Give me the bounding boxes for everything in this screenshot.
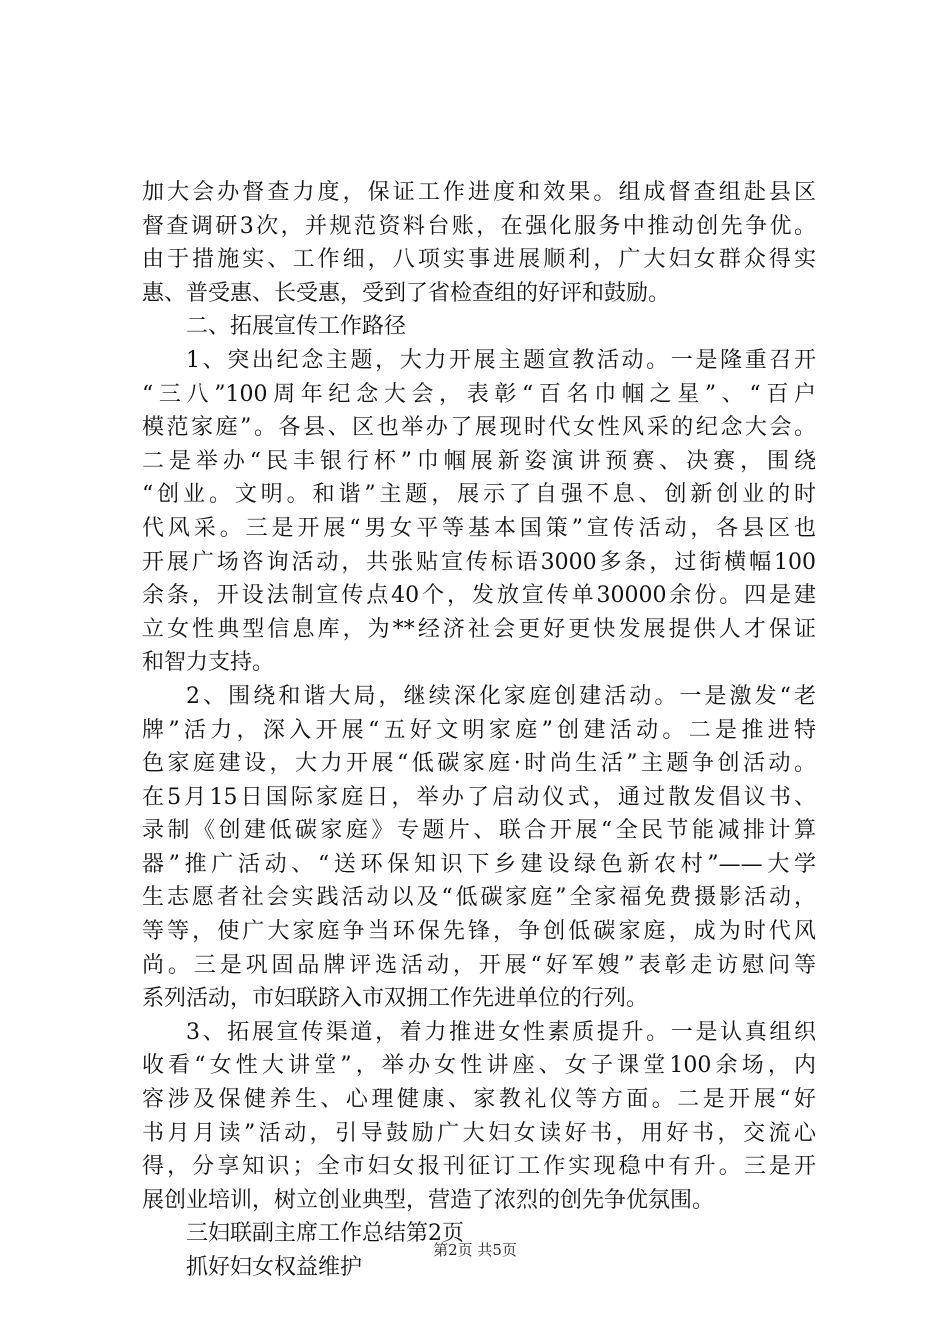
text-line: 立女性典型信息库，为**经济社会更好更快发展提供人才保证 bbox=[142, 616, 816, 642]
page-number: 第2页 共5页 bbox=[433, 1241, 517, 1259]
text-line: 惠、普受惠、长受惠，受到了省检查组的好评和鼓励。 bbox=[142, 280, 671, 306]
text-line: 容涉及保健养生、心理健康、家教礼仪等方面。二是开展“好 bbox=[142, 1087, 816, 1113]
text-line: 书月月读”活动，引导鼓励广大妇女读好书，用好书，交流心 bbox=[142, 1120, 816, 1146]
text-line: 生志愿者社会实践活动以及“低碳家庭”全家福免费摄影活动， bbox=[142, 885, 816, 911]
page-footer bbox=[0, 1240, 950, 1260]
text-line: 牌”活力，深入开展“五好文明家庭”创建活动。二是推进特 bbox=[142, 717, 816, 743]
text-line: 加大会办督查力度，保证工作进度和效果。组成督查组赴县区 bbox=[142, 180, 816, 205]
text-line: 和智力支持。 bbox=[142, 650, 275, 676]
text-line: 得，分享知识；全市妇女报刊征订工作实现稳中有升。三是开 bbox=[142, 1154, 816, 1180]
text-line: 3、拓展宣传渠道，着力推进女性素质提升。一是认真组织 bbox=[186, 1019, 816, 1045]
text-line: 收看“女性大讲堂”，举办女性讲座、女子课堂100余场，内 bbox=[142, 1053, 816, 1079]
text-line: 1、突出纪念主题，大力开展主题宣教活动。一是隆重召开 bbox=[186, 347, 816, 373]
text-line: 尚。三是巩固品牌评选活动，开展“好军嫂”表彰走访慰问等 bbox=[142, 952, 816, 978]
text-line: 色家庭建设，大力开展“低碳家庭·时尚生活”主题争创活动。 bbox=[142, 751, 816, 777]
text-line: 录制《创建低碳家庭》专题片、联合开展“全民节能减排计算 bbox=[142, 818, 816, 844]
subtitle-line: 三妇联副主席工作总结第2页 bbox=[186, 1221, 464, 1247]
text-line: 代风采。三是开展“男女平等基本国策”宣传活动，各县区也 bbox=[142, 515, 816, 541]
text-line: “创业。文明。和谐”主题，展示了自强不息、创新创业的时 bbox=[142, 482, 816, 508]
section-heading: 抓好妇女权益维护 bbox=[186, 1255, 363, 1280]
text-line: 器”推广活动、“送环保知识下乡建设绿色新农村”——大学 bbox=[142, 851, 816, 877]
text-line: 余条，开设法制宣传点40个，发放宣传单30000余份。四是建 bbox=[142, 583, 816, 609]
text-line: 督查调研3次，并规范资料台账，在强化服务中推动创先争优。 bbox=[142, 213, 816, 239]
text-line: 开展广场咨询活动，共张贴宣传标语3000多条，过街横幅100 bbox=[142, 549, 816, 575]
text-line: 二是举办“民丰银行杯”巾帼展新姿演讲预赛、决赛，围绕 bbox=[142, 448, 816, 474]
text-line: 在5月15日国际家庭日，举办了启动仪式，通过散发倡议书、 bbox=[142, 784, 816, 810]
text-line: 展创业培训，树立创业典型，营造了浓烈的创先争优氛围。 bbox=[142, 1187, 715, 1213]
text-line: “三八”100周年纪念大会，表彰“百名巾帼之星”、“百户 bbox=[142, 381, 816, 407]
document-body bbox=[142, 176, 816, 1285]
text-line: 系列活动，市妇联跻入市双拥工作先进单位的行列。 bbox=[142, 986, 649, 1012]
text-line: 模范家庭”。各县、区也举办了展现时代女性风采的纪念大会。 bbox=[142, 415, 816, 441]
section-heading: 二、拓展宣传工作路径 bbox=[186, 314, 407, 340]
text-line: 由于措施实、工作细，八项实事进展顺利，广大妇女群众得实 bbox=[142, 247, 816, 273]
text-line: 等等，使广大家庭争当环保先锋，争创低碳家庭，成为时代风 bbox=[142, 919, 816, 945]
text-line: 2、围绕和谐大局，继续深化家庭创建活动。一是激发“老 bbox=[186, 683, 816, 709]
